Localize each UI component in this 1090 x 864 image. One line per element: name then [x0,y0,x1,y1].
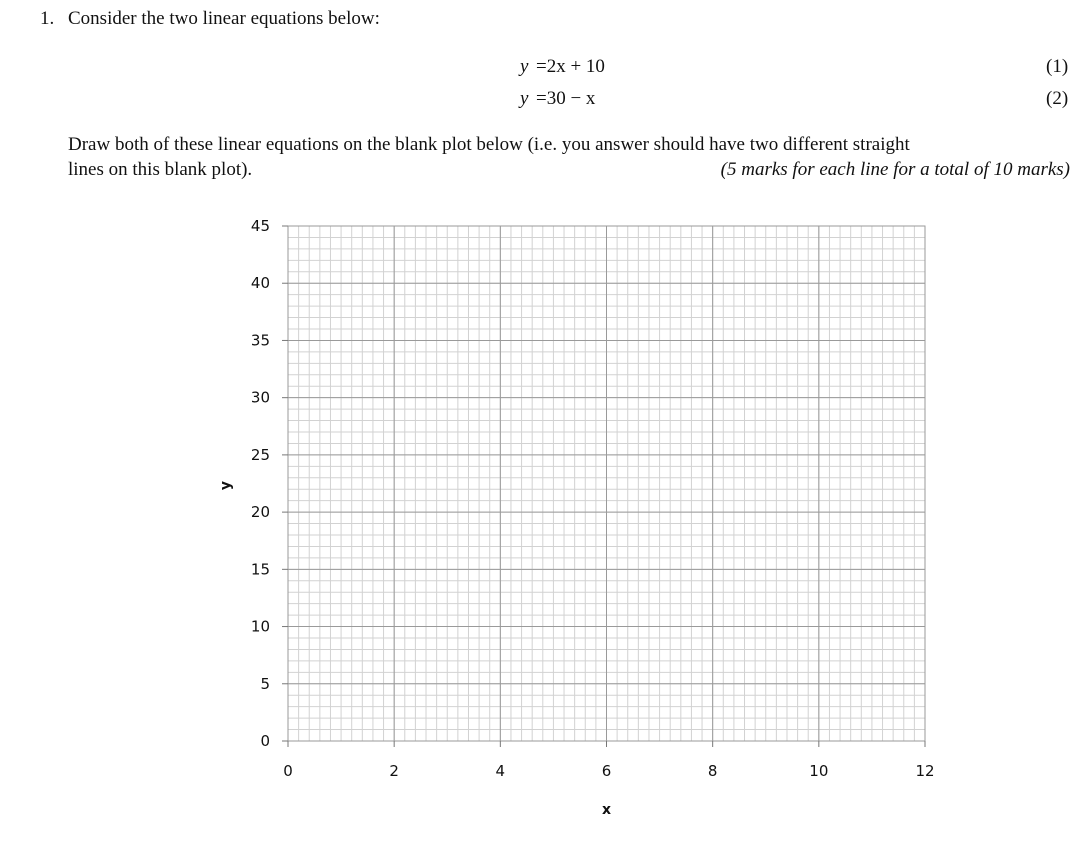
equation-1-lhs: y [520,56,529,77]
y-tick-label: 10 [250,617,270,636]
x-axis-title: x [601,802,612,818]
question-number: 1. [40,8,55,29]
marks-note: (5 marks for each line for a total of 10 marks) [720,159,1070,180]
equation-2-rhs: =30 − x [536,88,596,109]
y-tick-label: 15 [250,560,270,579]
blank-plot[interactable] [200,200,960,830]
y-tick-label: 0 [260,732,270,750]
y-tick-label: 20 [250,503,270,522]
y-tick-label: 5 [260,674,270,693]
equation-1-rhs: =2x + 10 [536,56,605,77]
instruction-line-2-text: lines on this blank plot). [68,159,253,180]
x-tick-label: 6 [601,762,612,780]
equation-2-label: (2) [1046,88,1069,109]
question-intro: Consider the two linear equations below: [68,8,380,29]
instruction-line-1: Draw both of these linear equations on the blank plot below (i.e. you answer should have two different straight [68,134,910,155]
x-tick-label: 2 [389,762,399,780]
x-axis-ticks [283,741,934,780]
instruction-text [68,132,1074,182]
x-tick-label: 0 [283,762,293,780]
x-tick-label: 12 [915,762,935,780]
x-tick-label: 4 [495,762,506,780]
instruction-line-2 [68,157,1074,182]
equation-1-label: (1) [1046,56,1069,77]
y-tick-label: 35 [250,331,270,350]
x-tick-label: 10 [809,762,829,780]
y-tick-label: 25 [250,445,270,464]
x-tick-label: 8 [707,762,718,780]
y-axis-title: y [218,480,234,491]
y-tick-label: 45 [250,217,270,235]
y-tick-label: 30 [250,388,270,407]
equation-2-lhs: y [520,88,529,109]
y-tick-label: 40 [250,274,270,293]
y-axis-ticks [251,217,288,750]
